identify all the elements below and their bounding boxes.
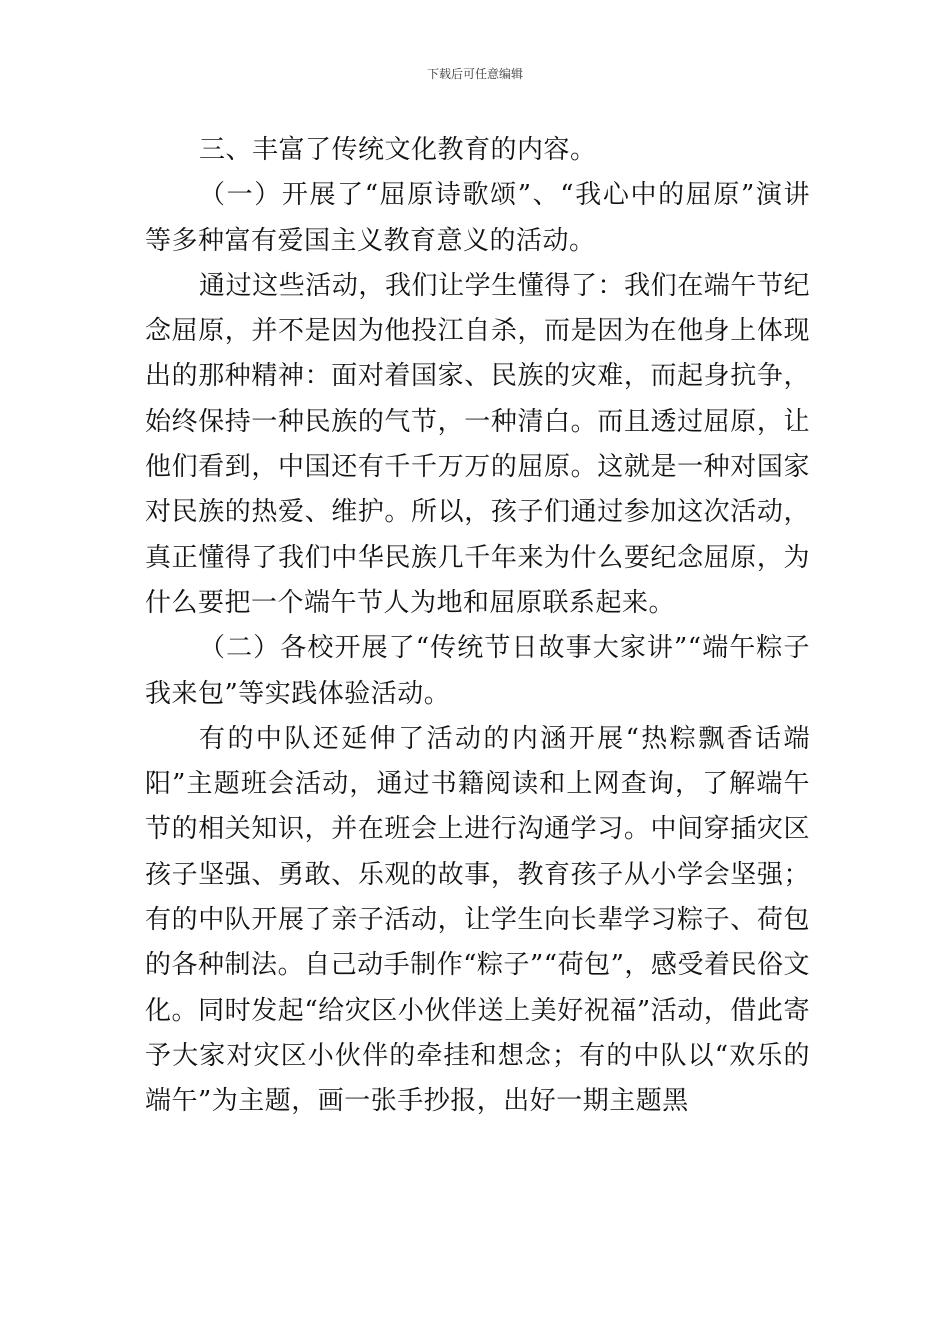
page-header: 下载后可任意编辑 xyxy=(426,67,523,81)
paragraph-activity-1-detail: 通过这些活动，我们让学生懂得了：我们在端午节纪念屈原，并不是因为他投江自杀，而是因为在他身上体现出的那种精神：面对着国家、民族的灾难，而起身抗争，始终保持一种民族的气节，一种清白。而且透过屈原，让他们看到，中国还有千千万万的屈原。这就是一种对国家对民族的热爱、维护。所以，孩子们通过参加这次活动，真正懂得了我们中华民族几千年来为什么要纪念屈原，为什么要把一个端午节人为地和屈原联系起来。 xyxy=(145,270,810,618)
paragraph-activity-2: （二）各校开展了“传统节日故事大家讲”“端午粽子我来包”等实践体验活动。 xyxy=(145,633,810,709)
document-body xyxy=(145,128,810,1125)
section-heading: 三、丰富了传统文化教育的内容。 xyxy=(199,135,597,165)
paragraph-activity-1: （一）开展了“屈原诗歌颂”、“我心中的屈原”演讲等多种富有爱国主义教育意义的活动。 xyxy=(145,180,810,256)
paragraph-activity-2-detail: 有的中队还延伸了活动的内涵开展“热粽飘香话端阳”主题班会活动，通过书籍阅读和上网查询，了解端午节的相关知识，并在班会上进行沟通学习。中间穿插灾区孩子坚强、勇敢、乐观的故事，教育孩子从小学会坚强；有的中队开展了亲子活动，让学生向长辈学习粽子、荷包的各种制法。自己动手制作“粽子”“荷包”，感受着民俗文化。同时发起“给灾区小伙伴送上美好祝福”活动，借此寄予大家对灾区小伙伴的牵挂和想念；有的中队以“欢乐的端午”为主题，画一张手抄报，出好一期主题黑 xyxy=(145,723,810,1117)
